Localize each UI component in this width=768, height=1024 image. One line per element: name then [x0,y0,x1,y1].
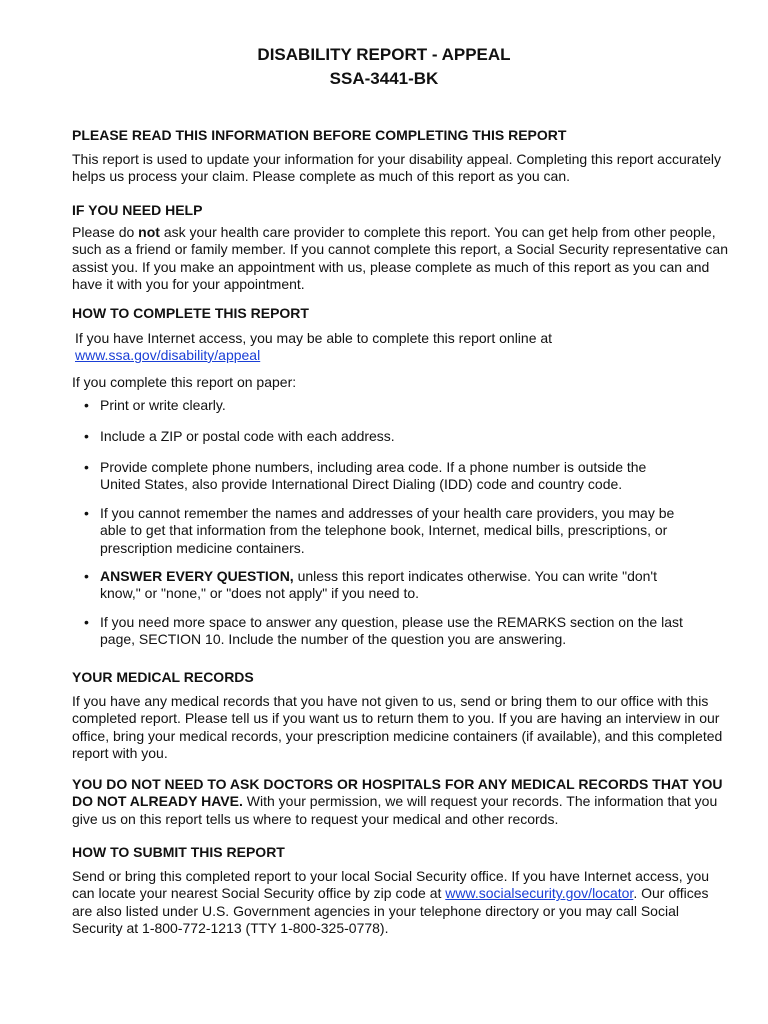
intro-body: This report is used to update your information for your disability appeal. Completing this report accurately helps us process your claim. Please complete as much of this report as you can. [72,151,721,185]
records-notice-emphasis: YOU DO NOT NEED TO ASK DOCTORS OR HOSPITALS FOR ANY MEDICAL RECORDS THAT YOU DO NOT ALREADY HAVE. [72,776,723,810]
records-notice-text: With your permission, we will request your records. The information that you give us on this report tells us where to request your medical and other records. [72,793,718,827]
bullet-icon: • [84,568,89,584]
paper-text: If you complete this report on paper: [72,374,297,390]
help-body-text-rest: ask your health care provider to complete this report. You can get help from other people, such as a friend or family member. If you cannot complete this report, a Social Security representative can assist you. If you make an appointment with us, please complete as much of this report as you can and have it with you for your appointment. [72,224,728,292]
submit-body [72,868,732,937]
submit-body-text: Send or bring this completed report to your local Social Security office. If you have Internet access, you can locate your nearest Social Security office by zip code at [72,868,710,902]
bullet-item-remarks: If you need more space to answer any question, please use the REMARKS section on the last page, SECTION 10. Include the number of the question you are answering. [100,614,683,648]
complete-heading: HOW TO COMPLETE THIS REPORT [72,305,309,321]
records-notice [72,776,732,828]
online-text: If you have Internet access, you may be able to complete this report online at [75,330,553,346]
records-body: If you have any medical records that you have not given to us, send or bring them to our office with this completed report. Please tell us if you want us to return them to you. If you are having an interview in our office, bring your medical records, your prescription medicine containers (if available), and this completed report with you. [72,693,723,761]
form-number: SSA-3441-BK [329,69,439,88]
submit-heading: HOW TO SUBMIT THIS REPORT [72,844,285,860]
help-body-emphasis: not [138,224,160,240]
bullet-item-zip: Include a ZIP or postal code with each address. [100,428,395,444]
submit-body-text-rest: . Our offices are also listed under U.S. Government agencies in your telephone directory or you may call Social Security at 1-800-772-1213 (TTY 1-800-325-0778). [72,885,709,936]
bullet-item-phone: Provide complete phone numbers, including area code. If a phone number is outside the United States, also provide International Direct Dialing (IDD) code and country code. [100,459,647,493]
help-body-text: Please do [72,224,139,240]
answer-every-question-text: unless this report indicates otherwise. You can write "don't know," or "none," or "does not apply" if you need to. [100,568,657,602]
help-heading: IF YOU NEED HELP [72,202,203,218]
bullet-icon: • [84,459,89,475]
bullet-icon: • [84,614,89,630]
appeal-link[interactable]: www.ssa.gov/disability/appeal [75,347,261,363]
document-title: DISABILITY REPORT - APPEAL [257,45,511,64]
records-heading: YOUR MEDICAL RECORDS [72,669,254,685]
bullet-item-providers: If you cannot remember the names and addresses of your health care providers, you may be able to get that information from the telephone book, Internet, medical bills, prescriptions, or prescription medicine containers. [100,505,675,556]
locator-link[interactable]: www.socialsecurity.gov/locator [445,885,634,902]
bullet-icon: • [84,397,89,413]
bullet-icon: • [84,505,89,521]
intro-heading: PLEASE READ THIS INFORMATION BEFORE COMPLETING THIS REPORT [72,127,567,143]
online-paragraph [75,347,735,364]
answer-every-question-emphasis: ANSWER EVERY QUESTION, [100,568,294,584]
bullet-item-answer [100,568,670,603]
bullet-icon: • [84,428,89,444]
bullet-item-print: Print or write clearly. [100,397,226,413]
help-body [72,224,732,293]
